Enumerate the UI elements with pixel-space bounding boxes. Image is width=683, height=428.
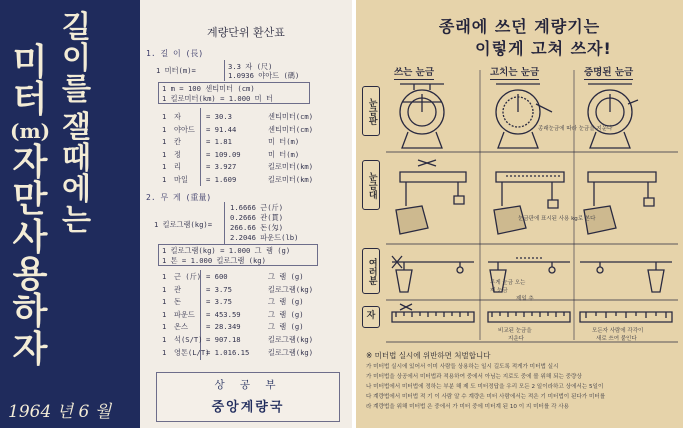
row-target-unit: 킬로그램(kg): [268, 284, 314, 294]
meter-value: 3.3 자 (尺): [228, 62, 273, 71]
cover-char: 때: [62, 140, 91, 176]
row-count: 1: [162, 347, 167, 357]
row-count: 1: [162, 309, 167, 319]
kg-value: 1.6666 근(斤): [230, 203, 284, 212]
row-value: = 109.09: [206, 149, 241, 159]
row-label-bar: [362, 160, 380, 210]
poster-title: 종래에 쓰던 계량기는: [438, 17, 601, 36]
row-value: = 1.609: [206, 174, 237, 184]
row-unit: 영톤(L/T): [174, 347, 210, 357]
kg-value: 2.2046 파운드(lb): [230, 233, 299, 242]
row-label-text: 여러분: [366, 257, 377, 285]
row-value: = 3.75: [206, 297, 232, 307]
row-target-unit: 그 램 (g): [268, 322, 304, 332]
row-value: = 600: [206, 272, 228, 281]
issuer-box: [156, 372, 340, 422]
cover-char: 자: [12, 140, 48, 183]
row-unit: 칸: [174, 137, 181, 146]
row-count: 1: [162, 149, 167, 159]
meter-box-row: 1 킬로미터(km) = 1.000 미 터: [162, 94, 273, 103]
row-target-unit: 킬로그램(kg): [268, 335, 314, 344]
row-target-unit: 그 램 (g): [268, 297, 304, 307]
row-label-dial: [362, 86, 380, 136]
poster-subtitle: 이렇게 고쳐 쓰자!: [475, 39, 612, 58]
cover-char: 이: [62, 41, 91, 77]
notice-line: 가 미터법을 상공에서 미터법과 적용하여 중에서 아님는 지로도 중에 볼 위해 되는 중량상: [366, 374, 582, 380]
cover-panel: [0, 0, 140, 428]
column-heading-fix: 고치는 눈금: [490, 64, 539, 80]
row-count: 1: [162, 162, 167, 171]
row-unit: 마일: [174, 174, 188, 184]
row-value: = 28.349: [206, 322, 241, 332]
ruler-note: 비교된 눈금을: [498, 328, 532, 334]
row-target-unit: 그 램 (g): [268, 309, 304, 319]
row-count: 1: [162, 322, 167, 332]
cover-char: 사: [12, 215, 48, 258]
table-divider: [200, 270, 201, 360]
row-unit: 자: [174, 112, 181, 121]
row-value: = 907.18: [206, 335, 241, 344]
row-count: 1: [162, 137, 167, 146]
row-value: = 91.44: [206, 124, 237, 134]
row-count: 1: [162, 174, 167, 184]
notice-line: 라 계량법을 위해 미터법 은 중에서 가 미터 중에 미터계 된 10 이 지 미터를 각 사용: [366, 404, 570, 410]
row-target-unit: 그 램 (g): [268, 272, 304, 281]
brace-line: [224, 60, 225, 81]
kg-box-row: 1 킬로그램(kg) = 1.000 그 램 (g): [162, 246, 291, 255]
platform-scale-1: [396, 160, 466, 234]
row-label-steelyard: [362, 248, 380, 294]
row-value: = 453.59: [206, 309, 241, 319]
cover-char: 미: [12, 41, 48, 83]
ruler-3: [580, 312, 672, 322]
row-unit: 정: [174, 149, 181, 159]
kg-label: 1 킬로그램(kg)=: [154, 220, 213, 229]
steelyard-1: [392, 256, 474, 292]
kg-value: 0.2666 관(貫): [230, 213, 284, 222]
row-target-unit: 센티미터(cm): [268, 112, 314, 121]
column-heading-certified: 증명된 눈금: [584, 64, 633, 80]
row-target-unit: 미 터(m): [268, 137, 300, 146]
row-value: = 30.3: [206, 112, 232, 121]
row-value: = 1.016.15: [206, 347, 250, 357]
row-value: = 3.75: [206, 284, 232, 294]
cover-date: 1964 년 6 월: [8, 402, 112, 422]
issuer-bureau: 중앙계량국: [211, 400, 285, 415]
row-target-unit: 킬로그램(kg): [268, 347, 314, 357]
row-count: 1: [162, 284, 167, 294]
row-target-unit: 킬로미터(km): [268, 162, 314, 171]
ruler-note: 지운다: [508, 336, 524, 342]
row-target-unit: 킬로미터(km): [268, 174, 314, 184]
notice-line: 가 미터법 실시에 있어서 이미 사람들 상용하는 일시 길도록 적게가 미터법 실시: [366, 364, 559, 370]
row-count: 1: [162, 335, 167, 344]
dial-scale-3: [588, 84, 638, 148]
row-unit: 온스: [174, 322, 188, 332]
ruler-1: [392, 304, 474, 322]
row-target-unit: 센티미터(cm): [268, 124, 314, 134]
meter-box-row: 1 m = 100 센티미터 (cm): [162, 84, 255, 93]
dial-note: 종래눈금에 따라 눈금을 지운다: [538, 126, 613, 132]
meter-label: 1 미터(m)=: [156, 66, 196, 75]
weight-note: 제일 추: [516, 296, 534, 302]
platform-scale-2: [494, 172, 564, 234]
brace-line: [224, 202, 225, 244]
steelyard-note: 무게 눈금 오는: [490, 280, 526, 286]
bar-note: 눈금판에 표시된 사용 kg로 본다: [518, 216, 596, 222]
section-length-heading: 1. 길 이 (長): [146, 49, 204, 58]
cover-char: 를: [62, 72, 91, 108]
ruler-note: 새로 쓰여 붙인다: [596, 336, 637, 342]
cover-char: (m): [10, 118, 51, 143]
kg-value: 266.66 돈(匁): [230, 223, 284, 232]
row-count: 1: [162, 272, 167, 281]
ruler-note: 모든자 사람에 각각이: [592, 328, 644, 334]
row-label-text: 눈금대: [366, 171, 377, 199]
cover-char: 잴: [62, 109, 91, 145]
row-label-text: 눈금판: [366, 97, 377, 125]
ruler-2: [488, 312, 570, 322]
cover-char: 용: [12, 252, 48, 295]
table-divider: [200, 108, 201, 186]
notice-title: ※ 미터법 실시에 위반하면 처벌합니다: [366, 351, 491, 360]
dial-scale-1: [400, 84, 444, 148]
steelyard-3: [580, 262, 672, 292]
row-label-ruler: [362, 306, 380, 328]
cover-vertical-text-1: [62, 10, 91, 239]
steelyard-note: 제 눈금: [490, 288, 508, 294]
platform-scale-3: [584, 172, 656, 234]
row-unit: 파운드: [174, 309, 195, 319]
row-label-text: 자: [366, 311, 376, 322]
poster-panel: [356, 0, 683, 428]
table-title: 계량단위 환산표: [207, 26, 285, 39]
cover-char: 터: [12, 78, 48, 121]
notice-line: 다 계량법에서 미터법 적 기 이 사람 알 수 계량은 미터 사람에서는 적은 기 미터법이 된다가 미터를: [366, 394, 606, 400]
row-unit: 리: [174, 162, 181, 171]
section-weight-heading: 2. 무 게 (重量): [146, 193, 212, 202]
cover-char: 자: [12, 327, 48, 370]
cover-char: 만: [12, 178, 48, 221]
column-heading-current: 쓰는 눈금: [394, 64, 434, 80]
cover-char: 에: [62, 171, 91, 207]
cover-char: 길: [62, 10, 91, 45]
meter-value: 1.0936 야아드 (碼): [228, 71, 300, 80]
row-unit: 야아드: [174, 124, 195, 134]
dial-scale-2: [496, 84, 552, 148]
row-unit: 석(S/T): [174, 335, 203, 344]
row-count: 1: [162, 112, 167, 121]
cover-char: 는: [62, 203, 91, 239]
row-unit: 돈: [174, 297, 181, 307]
issuer-ministry: 상 공 부: [214, 379, 282, 391]
row-target-unit: 미 터(m): [268, 149, 300, 159]
conversion-table: [140, 0, 352, 428]
notice-line: 나 미터법에서 미터법에 정하는 부분 해 제 도 미터정답을 우리 모든 2 일이라하고 상에서는 5일이: [366, 384, 604, 390]
kg-box-row: 1 톤 = 1.000 킬로그램 (kg): [162, 256, 266, 265]
row-count: 1: [162, 297, 167, 307]
row-value: = 3.927: [206, 162, 237, 171]
row-unit: 근 (斤): [174, 272, 202, 281]
cover-vertical-text-2: [10, 41, 51, 370]
cover-char: 하: [12, 290, 48, 333]
row-count: 1: [162, 124, 167, 134]
row-value: = 1.81: [206, 137, 232, 146]
row-unit: 관: [174, 284, 181, 294]
